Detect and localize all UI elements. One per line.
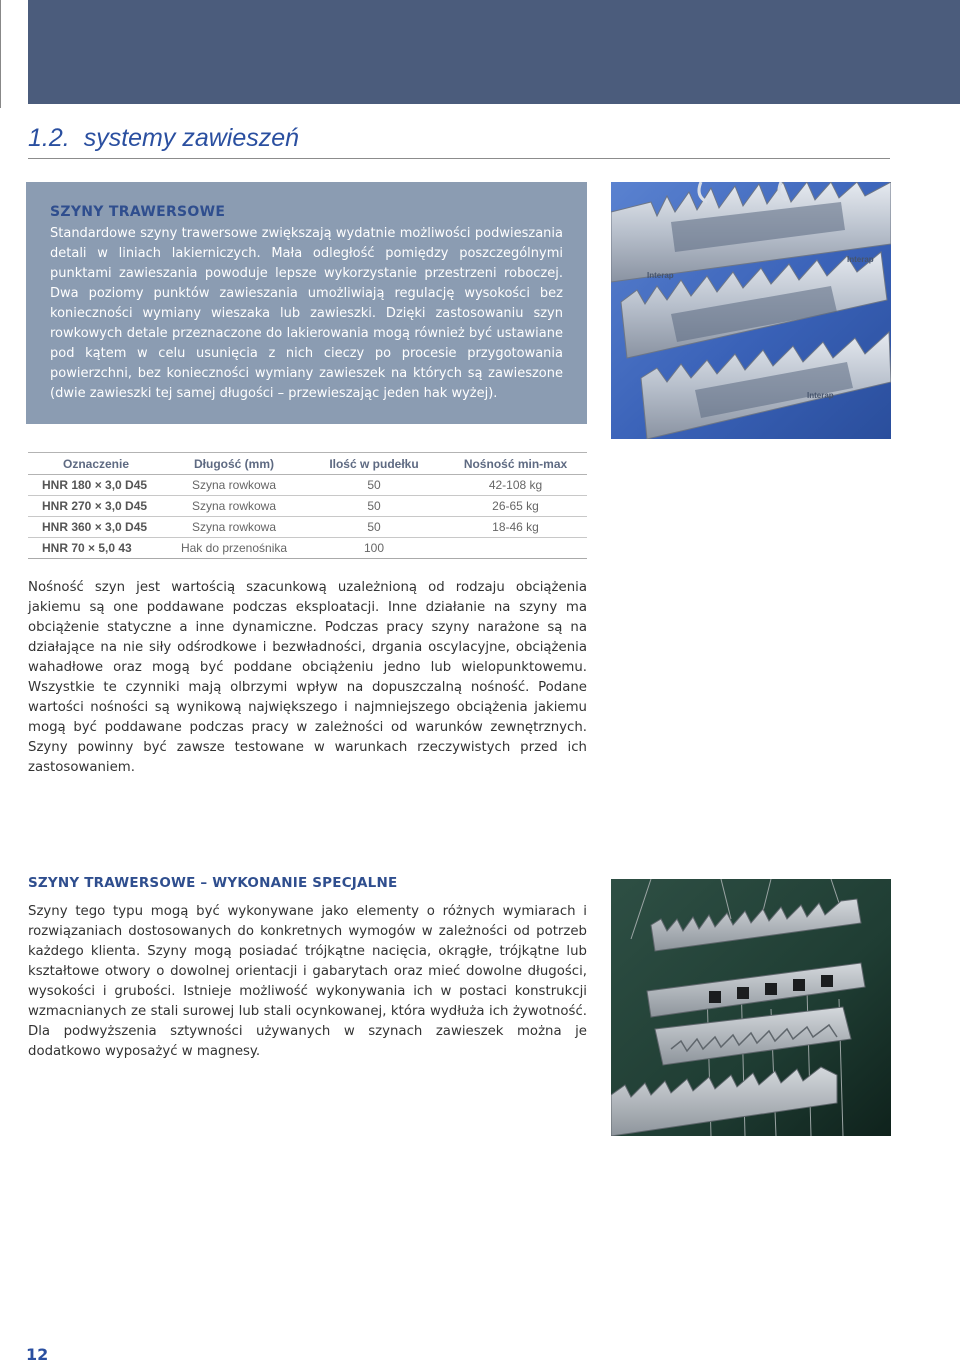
table-cell: 42-108 kg [444,475,587,496]
special-rails-illustration [611,879,891,1136]
section-title: systemy zawieszeń [83,124,300,152]
table-cell: 50 [304,496,444,517]
page-heading [28,124,299,153]
table-cell: HNR 180 × 3,0 D45 [28,475,164,496]
traverse-rails-illustration [611,182,891,439]
table-cell: HNR 270 × 3,0 D45 [28,496,164,517]
table-header-row [28,453,587,475]
header-band [28,0,960,104]
column-header: Nośność min-max [444,453,587,475]
heading-rule [28,158,890,159]
column-header: Ilość w pudełku [304,453,444,475]
table-cell [444,538,587,559]
brand-mark: Interap [647,271,674,280]
table-cell: Hak do przenośnika [164,538,304,559]
intro-box [26,182,587,424]
intro-text: Standardowe szyny trawersowe zwiększają wydatnie możliwości podwieszania detali w liniach lakierniczych. Mała odległość pomiędzy poszczególnymi punktami zawieszania powoduje lepsze wykorzystanie przestrzeni roboczej. Dwa poziomy punktów zawieszania umożliwiają regulację wysokości bez konieczności wymiany wieszaka lub zawieszki. Dzięki zastosowaniu szyn rowkowych detale przeznaczone do lakierowania mogą również być ustawiane pod kątem w celu usunięcia z nich cieczy po procesie przygotowania powierzchni, bez konieczności wymiany zawieszek na których są zawieszone (dwie zawieszki tej samej długości – przewieszając jeden hak wyżej). [50,226,563,401]
traverse-rails-photo [611,182,891,439]
load-capacity-note: Nośność szyn jest wartością szacunkową uzależnioną od rodzaju obciążenia jakiemu są one poddawane podczas eksploatacji. Inne działanie na szyny ma obciążenie statyczne a inne dynamiczne. Podczas pracy szyny narażone są na działające na nie siły odśrodkowe i bezwładności, drgania oscylacyjne, obciążenia wahadłowe oraz mogą być poddane obciążeniu jedno lub wielopunktowemu. Wszystkie te czynniki mają olbrzymi wpływ na dopuszczalną nośność. Podane wartości nośności są wynikową największego i najmniejszego obciążenia jakiemu mogą być poddawane podczas pracy w zależności od warunków zewnętrznych. Szyny powinny być zawsze testowane w warunkach rzeczywistych przed ich zastosowaniem. [28,580,587,775]
page-number: 12 [26,1345,49,1364]
table-cell: 26-65 kg [444,496,587,517]
column-header: Długość (mm) [164,453,304,475]
table-cell: Szyna rowkowa [164,475,304,496]
table-cell: HNR 70 × 5,0 43 [28,538,164,559]
table-cell: Szyna rowkowa [164,517,304,538]
table-row [28,496,587,517]
margin-line [0,0,1,108]
table-row [28,517,587,538]
table-cell: Szyna rowkowa [164,496,304,517]
table-row [28,475,587,496]
spec-table [28,452,587,559]
brand-mark: Interap [847,255,874,264]
table-row [28,538,587,559]
table-cell: 100 [304,538,444,559]
table-cell: HNR 360 × 3,0 D45 [28,517,164,538]
table-cell: 50 [304,475,444,496]
table-cell: 18-46 kg [444,517,587,538]
special-section-title: SZYNY TRAWERSOWE – WYKONANIE SPECJALNE [28,875,398,891]
intro-title: SZYNY TRAWERSOWE [50,204,226,220]
special-section-text: Szyny tego typu mogą być wykonywane jako elementy o różnych wymiarach i rozwiązaniach dostosowanych do konkretnych wymogów w zależności od potrzeb każdego klienta. Szyny mogą posiadać trójkątne nacięcia, okrągłe, trójkątne lub kształtowe otwory o dowolnej orientacji i gabarytach oraz mieć dowolne długości, wysokości i grubości. Istnieje możliwość wykonywania ich w postaci konstrukcji wzmacnianych ze stali surowej lub stali ocynkowanej, która wydłuża ich żywotność. Dla podwyższenia sztywności używanych w szynach zawieszek można je dodatkowo wyposażyć w magnesy. [28,904,587,1059]
section-number: 1.2. [28,124,70,152]
brand-mark: Interap [807,391,834,400]
special-rails-photo [611,879,891,1136]
table-cell: 50 [304,517,444,538]
column-header: Oznaczenie [28,453,164,475]
